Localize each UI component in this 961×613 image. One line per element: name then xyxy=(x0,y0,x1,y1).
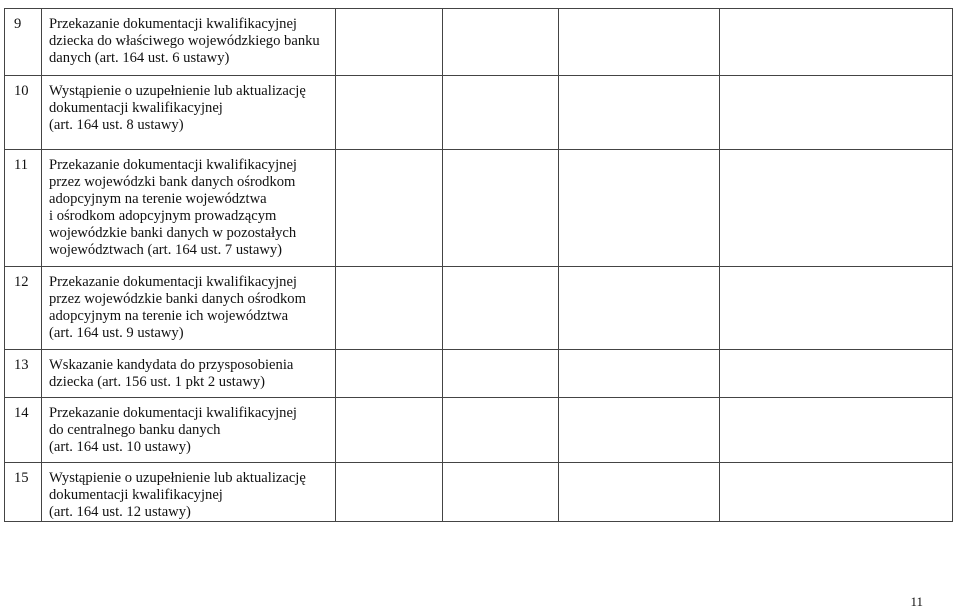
empty-cell xyxy=(443,398,559,463)
table-row xyxy=(5,150,953,267)
empty-cell xyxy=(720,350,953,398)
table-row xyxy=(5,9,953,76)
empty-cell xyxy=(443,267,559,350)
empty-cell xyxy=(720,463,953,522)
empty-cell xyxy=(443,350,559,398)
description-text: Przekazanie dokumentacji kwalifikacyjnej przez wojewódzki bank danych ośrodkom adopcyjnym na terenie województwa i ośrodkom adopcyjnym prowadzącym wojewódzkie banki danych w pozostałych województwach (art. 164 ust. 7 ustawy) xyxy=(49,157,297,258)
description-text: Przekazanie dokumentacji kwalifikacyjnej do centralnego banku danych (art. 164 ust. 10 ustawy) xyxy=(49,405,297,455)
empty-cell xyxy=(559,398,720,463)
description-text: Wskazanie kandydata do przysposobienia dziecka (art. 156 ust. 1 pkt 2 ustawy) xyxy=(49,357,294,390)
table-row xyxy=(5,350,953,398)
row-number: 9 xyxy=(5,9,42,76)
empty-cell xyxy=(559,267,720,350)
empty-cell xyxy=(720,76,953,150)
empty-cell xyxy=(443,150,559,267)
procedure-table xyxy=(4,8,953,522)
empty-cell xyxy=(336,350,443,398)
row-description xyxy=(42,267,336,350)
empty-cell xyxy=(443,9,559,76)
row-description xyxy=(42,150,336,267)
description-text: Wystąpienie o uzupełnienie lub aktualizację dokumentacji kwalifikacyjnej (art. 164 ust. 8 ustawy) xyxy=(49,83,306,133)
empty-cell xyxy=(443,463,559,522)
empty-cell xyxy=(720,398,953,463)
row-number: 11 xyxy=(5,150,42,267)
description-text: Przekazanie dokumentacji kwalifikacyjnej przez wojewódzkie banki danych ośrodkom adopcyjnym na terenie ich województwa (art. 164 ust. 9 ustawy) xyxy=(49,274,306,341)
row-description xyxy=(42,398,336,463)
row-number: 13 xyxy=(5,350,42,398)
row-number: 14 xyxy=(5,398,42,463)
empty-cell xyxy=(559,9,720,76)
row-number: 15 xyxy=(5,463,42,522)
empty-cell xyxy=(720,267,953,350)
table-row xyxy=(5,267,953,350)
row-description xyxy=(42,76,336,150)
empty-cell xyxy=(720,9,953,76)
empty-cell xyxy=(336,267,443,350)
empty-cell xyxy=(443,76,559,150)
row-number: 10 xyxy=(5,76,42,150)
row-description xyxy=(42,9,336,76)
empty-cell xyxy=(336,398,443,463)
empty-cell xyxy=(720,150,953,267)
empty-cell xyxy=(559,76,720,150)
description-text: Wystąpienie o uzupełnienie lub aktualizację dokumentacji kwalifikacyjnej (art. 164 ust. 12 ustawy) xyxy=(49,470,306,520)
empty-cell xyxy=(336,76,443,150)
empty-cell xyxy=(559,350,720,398)
table-row xyxy=(5,463,953,522)
row-description xyxy=(42,350,336,398)
table-row xyxy=(5,398,953,463)
table-row xyxy=(5,76,953,150)
empty-cell xyxy=(336,9,443,76)
empty-cell xyxy=(336,150,443,267)
row-description xyxy=(42,463,336,522)
row-number: 12 xyxy=(5,267,42,350)
empty-cell xyxy=(559,150,720,267)
empty-cell xyxy=(559,463,720,522)
page-number: 11 xyxy=(910,594,923,609)
empty-cell xyxy=(336,463,443,522)
description-text: Przekazanie dokumentacji kwalifikacyjnej dziecka do właściwego wojewódzkiego banku danych (art. 164 ust. 6 ustawy) xyxy=(49,16,320,66)
